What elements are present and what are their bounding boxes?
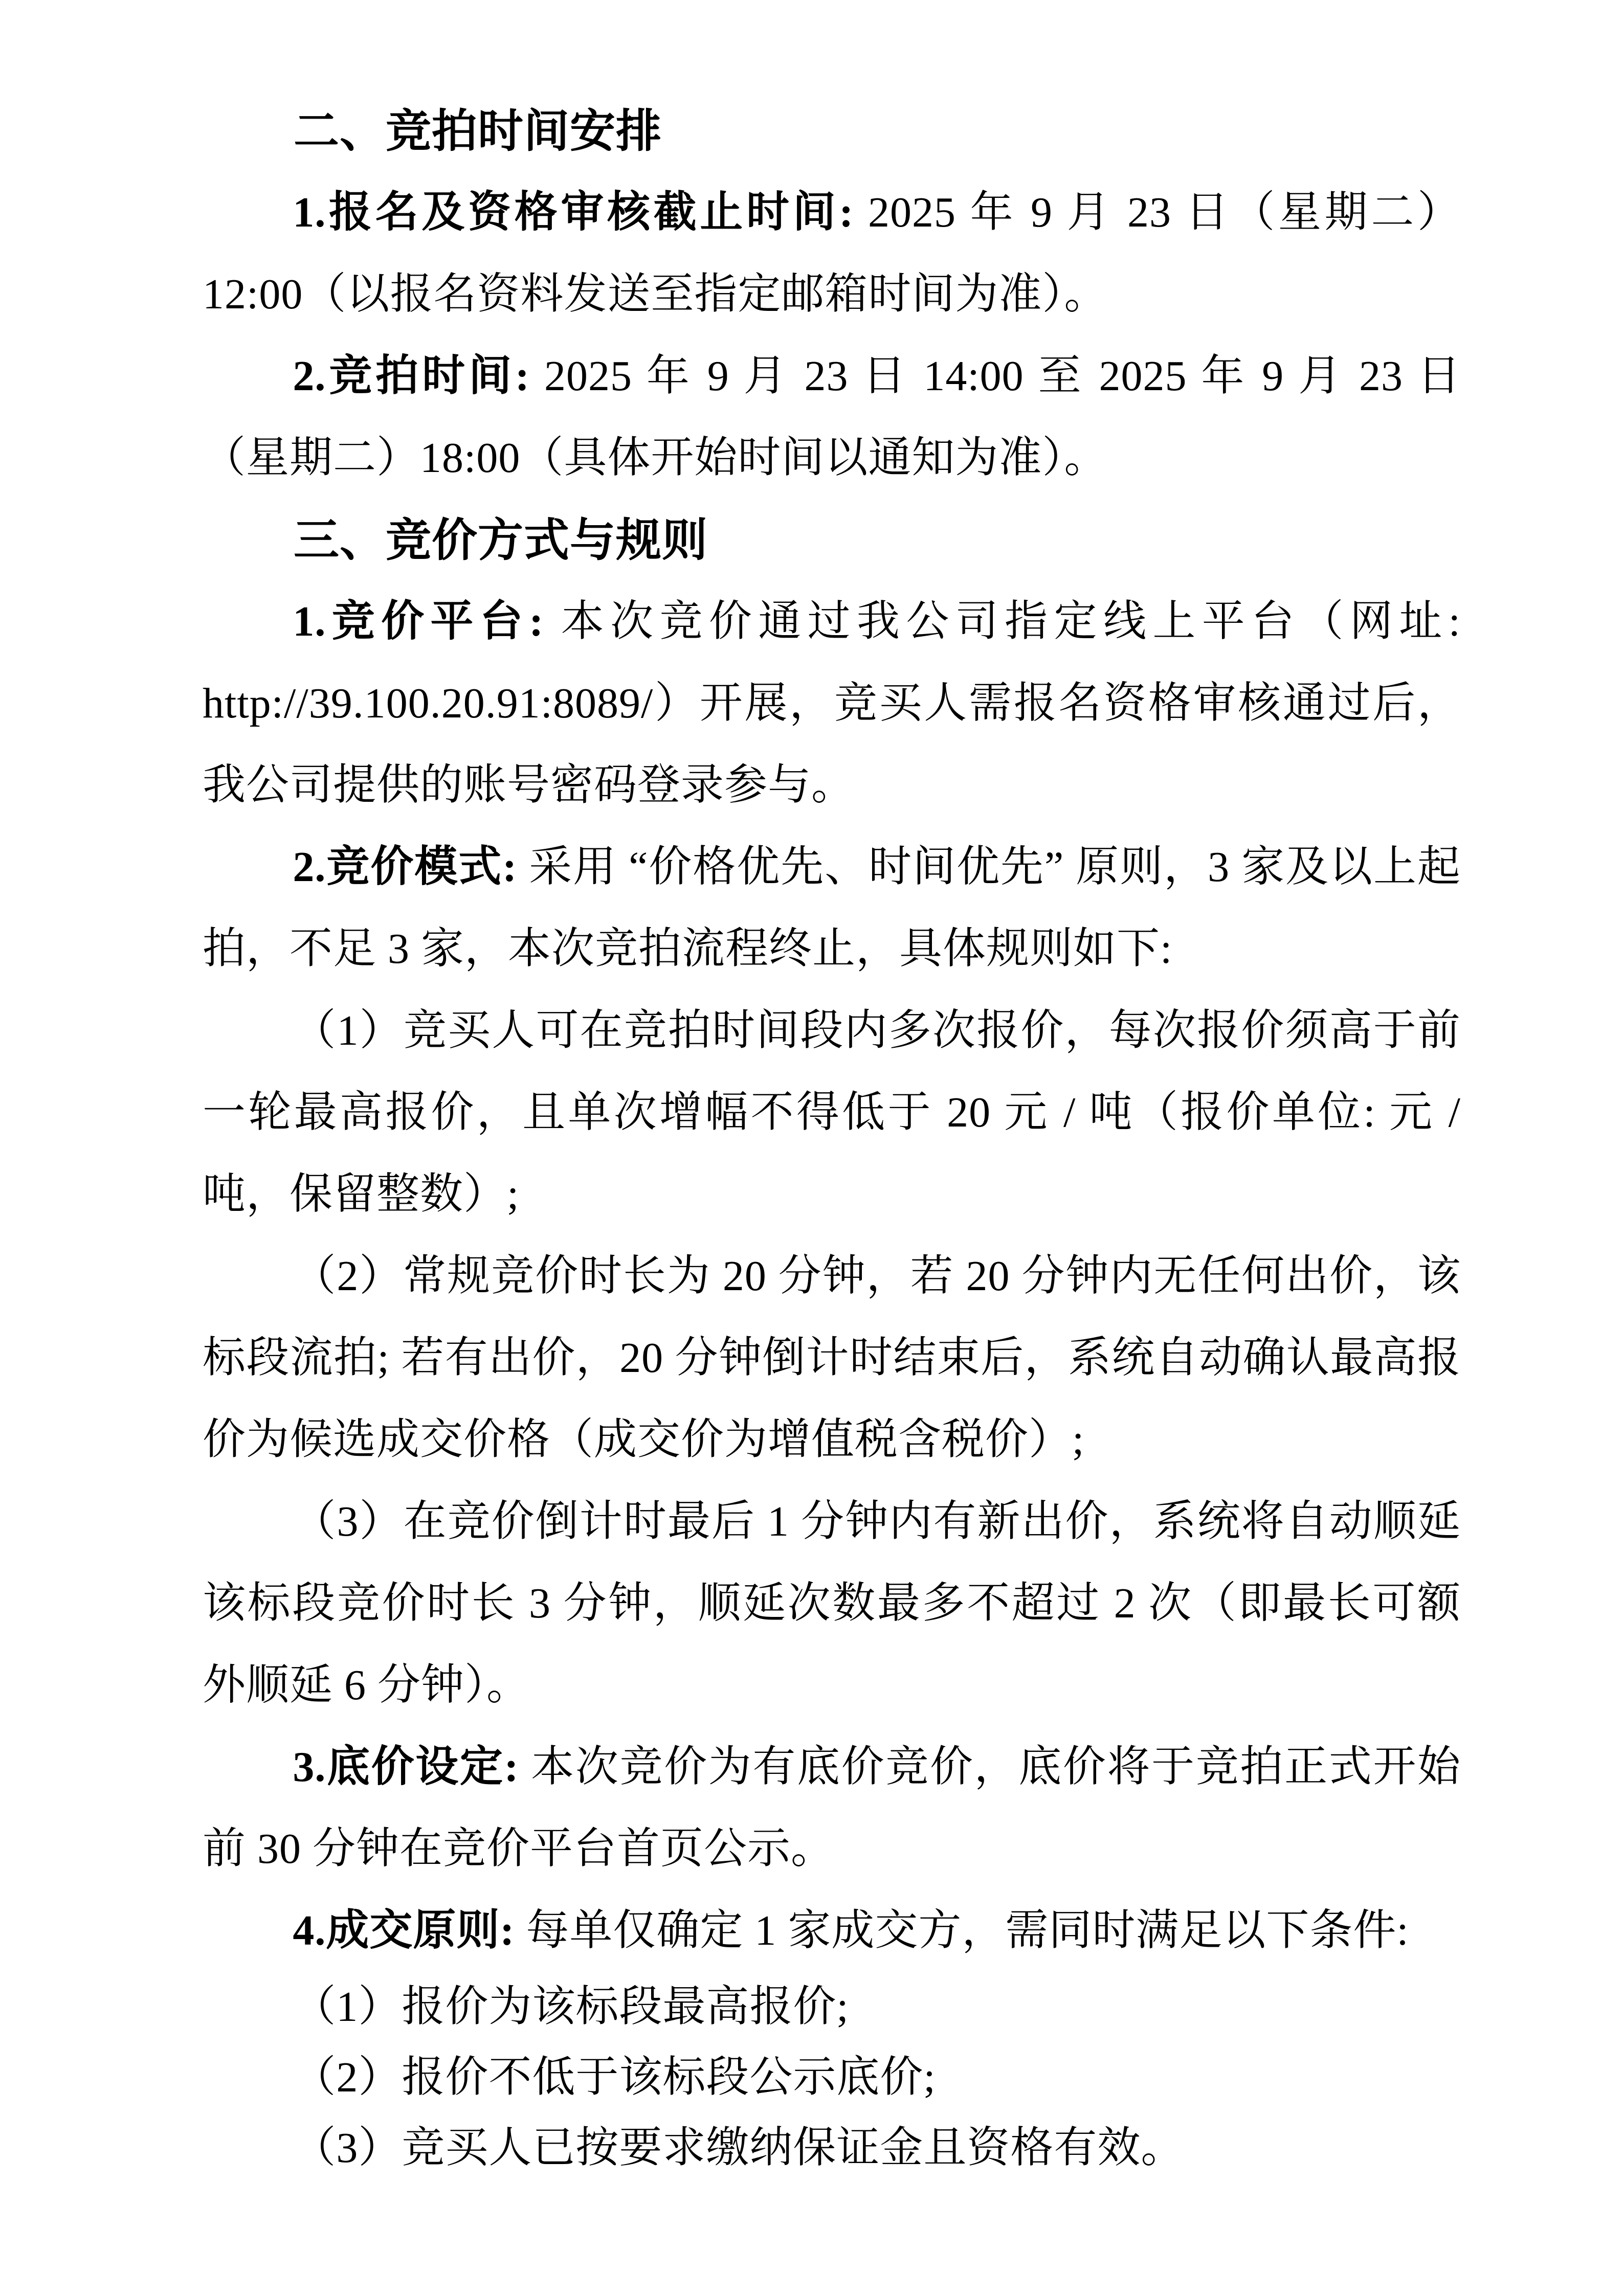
rule-3-text: （3）在竞价倒计时最后 1 分钟内有新出价，系统将自动顺延该标段竞价时长 3 分钟，顺延次数最多不超过 2 次（即最长可额外顺延 6 分钟）。 xyxy=(203,1498,1461,1709)
para-rule-3 xyxy=(203,1481,1461,1726)
para-bidding-mode xyxy=(203,826,1461,990)
condition-2-text: （2）报价不低于该标段公示底价; xyxy=(293,2054,936,2101)
para-rule-2 xyxy=(203,1235,1461,1481)
bidding-mode-label: 2.竞价模式: xyxy=(293,843,529,891)
condition-3-text: （3）竞买人已按要求缴纳保证金且资格有效。 xyxy=(293,2124,1185,2172)
rule-1-text: （1）竞买人可在竞拍时间段内多次报价，每次报价须高于前一轮最高报价，且单次增幅不得低于 20 元 / 吨（报价单位: 元 / 吨，保留整数）; xyxy=(203,1007,1461,1218)
para-reserve-price xyxy=(203,1726,1461,1890)
para-deal-principle xyxy=(203,1890,1461,1972)
section-heading-bidding-rules-text: 三、竞价方式与规则 xyxy=(294,514,708,566)
auction-time-text: 2025 年 9 月 23 日 14:00 至 2025 年 9 月 23 日（星期二）18:00（具体开始时间以通知为准）。 xyxy=(203,352,1461,482)
para-condition-3 xyxy=(203,2113,1461,2184)
deal-principle-label: 4.成交原则: xyxy=(293,1907,526,1954)
bidding-platform-label: 1.竞价平台: xyxy=(293,598,561,645)
reserve-price-label: 3.底价设定: xyxy=(293,1743,531,1791)
bidding-platform-text: 本次竞价通过我公司指定线上平台（网址: http://39.100.20.91:8089/）开展，竞买人需报名资格审核通过后，我公司提供的账号密码登录参与。 xyxy=(203,598,1461,809)
condition-1-text: （1）报价为该标段最高报价; xyxy=(293,1983,849,2031)
section-heading-auction-schedule xyxy=(203,90,1461,172)
registration-deadline-text: 2025 年 9 月 23 日（星期二）12:00（以报名资料发送至指定邮箱时间为准）。 xyxy=(203,189,1461,318)
registration-deadline-label: 1.报名及资格审核截止时间: xyxy=(293,189,869,236)
para-condition-1 xyxy=(203,1972,1461,2042)
para-rule-1 xyxy=(203,990,1461,1235)
deal-principle-text: 每单仅确定 1 家成交方，需同时满足以下条件: xyxy=(526,1907,1409,1954)
section-heading-bidding-rules xyxy=(203,499,1461,581)
reserve-price-text: 本次竞价为有底价竞价，底价将于竞拍正式开始前 30 分钟在竞价平台首页公示。 xyxy=(203,1743,1461,1873)
section-heading-auction-schedule-text: 二、竞拍时间安排 xyxy=(294,105,662,156)
para-bidding-platform xyxy=(203,581,1461,826)
bidding-mode-text: 采用 “价格优先、时间优先” 原则，3 家及以上起拍，不足 3 家，本次竞拍流程终止，具体规则如下: xyxy=(203,843,1461,973)
para-registration-deadline xyxy=(203,172,1461,335)
auction-time-label: 2.竞拍时间: xyxy=(293,352,544,400)
para-condition-2 xyxy=(203,2042,1461,2113)
para-auction-time xyxy=(203,335,1461,499)
rule-2-text: （2）常规竞价时长为 20 分钟，若 20 分钟内无任何出价，该标段流拍; 若有出价，20 分钟倒计时结束后，系统自动确认最高报价为候选成交价格（成交价为增值税含税价）; xyxy=(203,1252,1461,1464)
